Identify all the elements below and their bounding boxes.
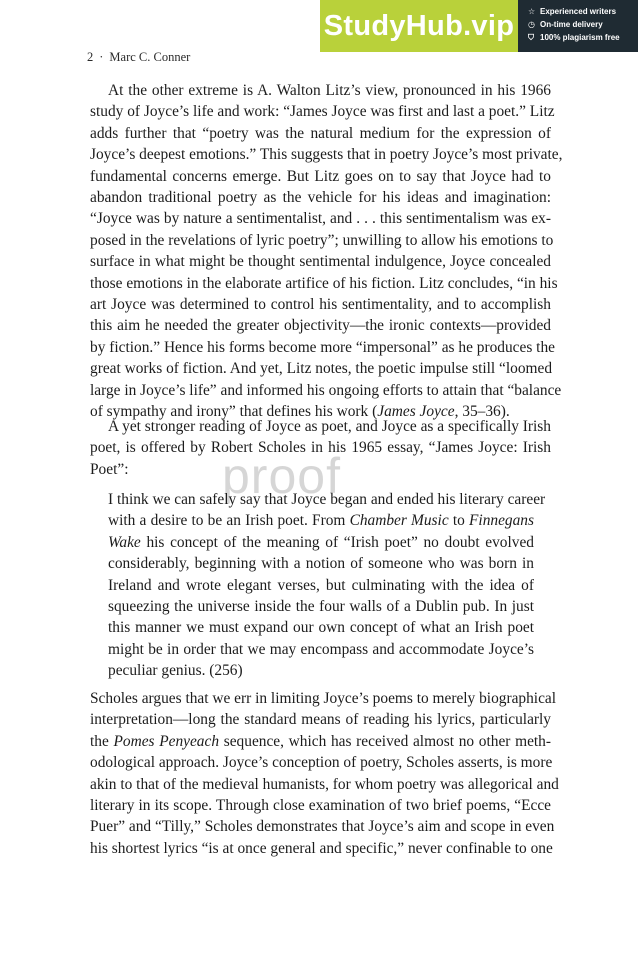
text-line: by fiction.” Hence his forms become more “impersonal” as he produces the — [90, 338, 555, 356]
text-line: squeezing the universe inside the four walls of a Dublin pub. In just — [108, 598, 534, 616]
book-title: James Joyce — [377, 403, 455, 421]
text-line: considerably, beginning with a notion of someone who was born in — [108, 555, 534, 573]
text-line: Poet”: — [90, 460, 129, 478]
text-line: this manner we must expand our own concept of what an Irish poet — [108, 619, 534, 637]
text-line: those emotions in the elaborate artifice of his fiction. Litz concludes, “in his — [90, 274, 558, 292]
feature-plagiarism-free: ⛉ 100% plagiarism free — [528, 33, 620, 42]
feature-experienced-writers: ☆ Experienced writers — [528, 7, 617, 16]
text-line: great works of fiction. And yet, Litz notes, the poetic impulse still “loomed — [90, 360, 553, 378]
text-line: “Joyce was by nature a sentimentalist, and . . . this sentimentalism was ex- — [90, 210, 551, 228]
text-line: the Pomes Penyeach sequence, which has received almost no other meth- — [90, 732, 551, 750]
text-line: art Joyce was determined to control his sentimentality, and to accomplish — [90, 296, 551, 314]
ad-banner[interactable] — [320, 0, 638, 52]
text-line: Puer” and “Tilly,” Scholes demonstrates that Joyce’s aim and scope in even — [90, 818, 555, 836]
clock-icon: ◷ — [528, 20, 535, 29]
page-number: 2 — [87, 50, 94, 64]
text-line: A yet stronger reading of Joyce as poet, and Joyce as a specifically Irish — [108, 418, 551, 435]
text-line: Wake his concept of the meaning of “Irish poet” no doubt evolved — [108, 533, 534, 551]
text-line: surface in what might be thought sentimental indulgence, Joyce concealed — [90, 253, 551, 271]
proof-watermark: proof — [222, 448, 341, 504]
shield-icon: ⛉ — [528, 33, 534, 42]
text-line: abandon traditional poetry as the vehicle for his ideas and imagination: — [90, 189, 551, 207]
text-line: At the other extreme is A. Walton Litz’s view, pronounced in his 1966 — [108, 82, 551, 99]
separator: · — [99, 50, 104, 64]
text-line: adds further that “poetry was the natural medium for the expression of — [90, 124, 551, 142]
text-line: poet, is offered by Robert Scholes in his 1965 essay, “James Joyce: Irish — [90, 439, 551, 457]
text-line: study of Joyce’s life and work: “James Joyce was first and last a poet.” Litz — [90, 103, 555, 121]
running-head — [87, 50, 190, 65]
text-line: Scholes argues that we err in limiting Joyce’s poems to merely biographical — [90, 690, 557, 707]
text-line: Ireland and wrote elegant verses, but culminating with the idea of — [108, 576, 534, 594]
paragraph-scholes-argument — [90, 688, 559, 859]
author-name: Marc C. Conner — [109, 50, 191, 64]
text-line: akin to that of the medieval humanists, for whom poetry was allegorical and — [90, 775, 559, 793]
text-line: posed in the revelations of lyric poetry”; unwilling to allow his emotions to — [90, 231, 554, 249]
paragraph-litz — [90, 80, 563, 423]
text-line: large in Joyce’s life” and informed his ongoing efforts to attain that “balance — [90, 381, 562, 399]
text-line: interpretation—long the standard means of reading his lyrics, particularly — [90, 711, 551, 729]
text-line: this aim he needed the greater objectivity—the ironic contexts—provided — [90, 317, 551, 335]
text-line: fundamental concerns emerge. But Litz goes on to say that Joyce had to — [90, 167, 551, 185]
text-line: I think we can safely say that Joyce began and ended his literary career — [108, 491, 546, 508]
text-line: literary in its scope. Through close examination of two brief poems, “Ecce — [90, 797, 551, 815]
feature-on-time-delivery: ◷ On-time delivery — [528, 20, 603, 29]
text-line: his shortest lyrics “is at once general and specific,” never confinable to one — [90, 839, 553, 857]
text-line: of sympathy and irony” that defines his work (James Joyce, 35–36). — [90, 403, 510, 421]
book-title: Finnegans — [469, 512, 534, 530]
book-title: Wake — [108, 533, 141, 551]
star-icon: ☆ — [528, 7, 536, 16]
text-line: peculiar genius. (256) — [108, 662, 243, 680]
banner-features — [518, 0, 638, 52]
text-line: might be in order that we may encompass and accommodate Joyce’s — [108, 640, 534, 658]
studyhub-logo[interactable]: StudyHub.vip — [320, 0, 518, 52]
paragraph-scholes-intro — [90, 416, 551, 480]
text-line: Joyce’s deepest emotions.” This suggests that in poetry Joyce’s most private, — [90, 146, 563, 164]
book-title: Pomes Penyeach — [113, 732, 220, 750]
book-title: Chamber Music — [349, 512, 449, 530]
block-quote — [108, 489, 546, 682]
text-line: with a desire to be an Irish poet. From Chamber Music to Finnegans — [108, 512, 534, 530]
text-line: odological approach. Joyce’s conception of poetry, Scholes asserts, is more — [90, 754, 553, 772]
